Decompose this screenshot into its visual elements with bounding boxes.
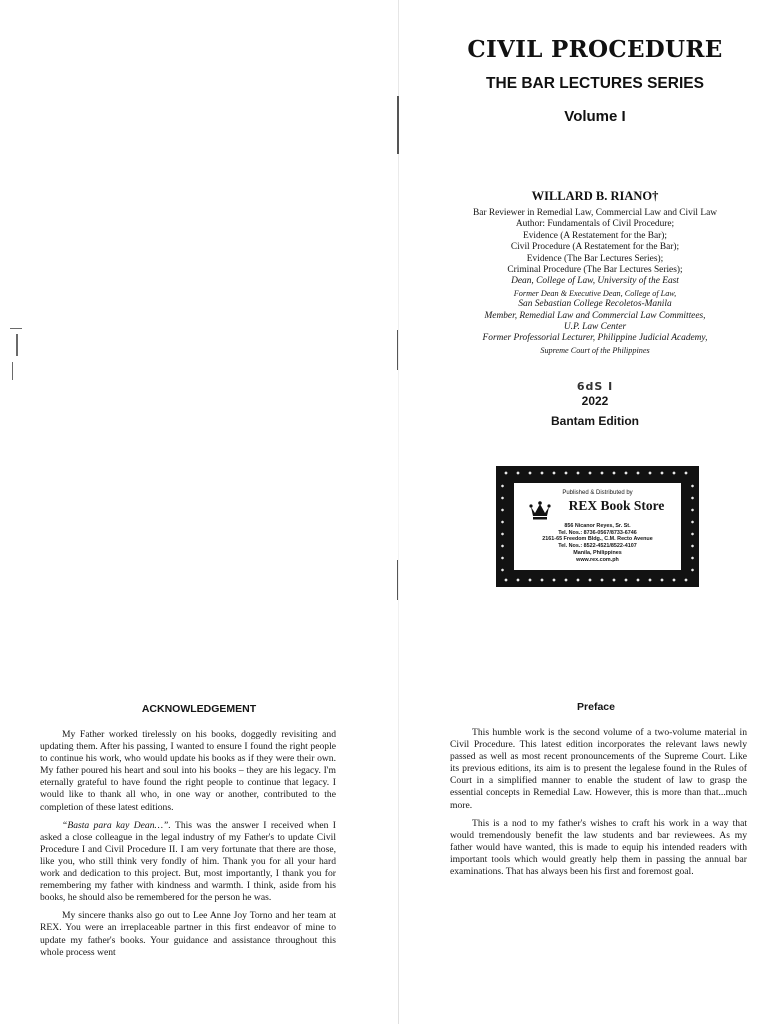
published-by-label: Published & Distributed by: [562, 490, 633, 496]
credit-line: Former Dean & Executive Dean, College of Law,: [513, 288, 677, 298]
address-line: Tel. Nos.: 8522-4521/8522-4107: [558, 543, 637, 550]
edition-label: Bantam Edition: [550, 414, 639, 428]
address-line: Manila, Philippines: [573, 549, 622, 556]
author-name: WILLARD B. RIANO†: [531, 189, 659, 203]
credit-line: Supreme Court of the Philippines: [540, 345, 650, 355]
preface-heading: Preface: [577, 701, 615, 713]
paragraph: My Father worked tirelessly on his books, doggedly revisiting and updating them. After his passing, I wanted to ensure I found the right people to continue his work, who would update his books as if they were their own. My father poured his heart and soul into his books – they are his legacy. I'm eternally grateful to have found the right people to continue that legacy. I would like to thank all who, in one way or another, contributed to the completion of these latest editions.: [40, 729, 336, 813]
paragraph: My sincere thanks also go out to Lee Anne Joy Torno and her team at REX. You were an irreplaceable partner in this first endeavor of mine to update my father's books. Your guidance and assistance throughout this whole process went: [40, 910, 336, 958]
paragraph: This humble work is the second volume of a two-volume material in Civil Procedure. This latest edition incorporates the relevant laws newly passed as well as most recent pronouncements of the Supreme Court. Like its previous editions, its aim is to present the legalese found in the Rules of Court in a simplified manner to enable the student of law to grasp the essential concepts in Remedial Law. However, this is more than that...much more.: [450, 727, 747, 811]
paragraph: [40, 820, 336, 905]
gutter-mark: [397, 96, 399, 154]
italic-quote: “Basta para kay Dean…”.: [62, 819, 171, 831]
publisher-stamp-inner: [514, 483, 681, 570]
acknowledgement-body: [40, 729, 336, 965]
author-credits: [425, 208, 765, 356]
publisher-stamp: [496, 466, 699, 587]
preface-body: [450, 727, 747, 884]
handwritten-note: 6dS I: [576, 380, 614, 393]
book-title: CIVIL PROCEDURE: [467, 36, 723, 63]
credit-line: San Sebastian College Recoletos-Manila: [518, 299, 672, 310]
gutter-mark: [397, 330, 398, 370]
credit-line: Member, Remedial Law and Commercial Law Committees,: [484, 310, 706, 321]
address-line: 856 Nicanor Reyes, Sr. St.: [564, 523, 631, 529]
acknowledgement-heading: ACKNOWLEDGEMENT: [141, 703, 257, 715]
credit-line: Criminal Procedure (The Bar Lectures Series);: [507, 265, 683, 276]
publisher-name: REX Book Store: [568, 498, 665, 513]
margin-mark: [8, 328, 22, 384]
credit-line: U.P. Law Center: [563, 322, 627, 333]
credit-line: Former Professorial Lecturer, Philippine Judicial Academy,: [482, 333, 708, 344]
credit-line: Bar Reviewer in Remedial Law, Commercial Law and Civil Law: [472, 208, 718, 218]
series-title: THE BAR LECTURES SERIES: [486, 75, 704, 92]
address-line: Tel. Nos.: 8736-0567/8733-6746: [558, 529, 637, 536]
credit-line: Evidence (The Bar Lectures Series);: [526, 253, 664, 264]
volume-label: Volume I: [564, 108, 626, 125]
publisher-address: [514, 523, 681, 563]
credit-line: Dean, College of Law, University of the East: [511, 276, 679, 287]
publication-year: 2022: [581, 394, 609, 408]
credit-line: Evidence (A Restatement for the Bar);: [523, 230, 667, 241]
paragraph-text: This was the answer I received when I asked a close colleague in the legal industry of my Father's to update Civil Procedure I and Civil Procedure II. I am very fortunate that there are those, like you, who still think very fondly of him. Thank you for all your hard work and dedication to this project. But, most importantly, I thank you for remembering my father with kindness and warmth. I think, aside from his books, he should also be remembered for the person he was.: [40, 819, 336, 904]
gutter-mark: [397, 560, 398, 600]
address-line: 2161-65 Freedom Bldg., C.M. Recto Avenue: [542, 536, 653, 543]
crown-icon: [528, 499, 552, 521]
credit-line: Civil Procedure (A Restatement for the Bar);: [510, 242, 680, 253]
credit-line: Author: Fundamentals of Civil Procedure;: [515, 219, 675, 230]
paragraph: This is a nod to my father's wishes to craft his work in a way that would tremendously benefit the law students and bar reviewees. As my father would have wanted, this is made to equip his intended readers with important tools which would greatly help them in passing the annual bar examinations. That has always been his first and foremost goal.: [450, 817, 747, 878]
address-line: www.rex.com.ph: [576, 556, 619, 563]
